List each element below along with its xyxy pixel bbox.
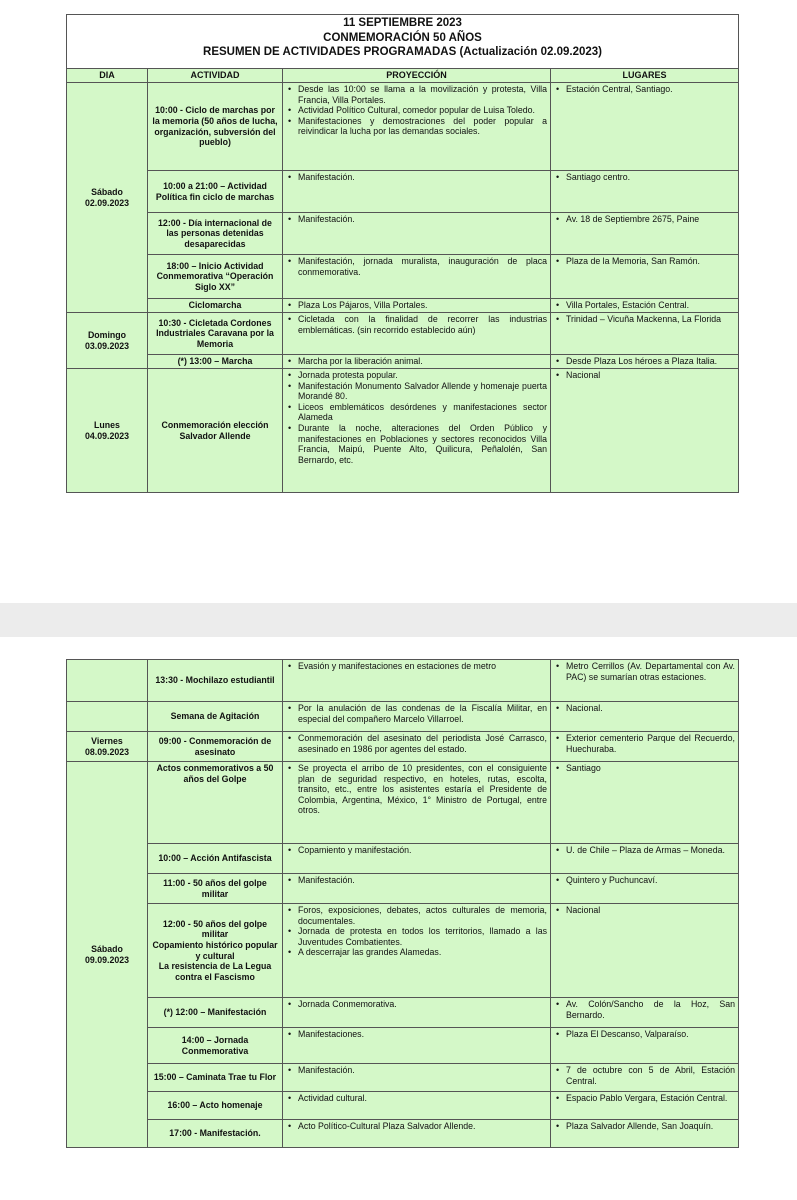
activity-cell: 15:00 – Caminata Trae tu Flor [148, 1064, 283, 1092]
projection-item: • Manifestación. [298, 172, 547, 183]
place-item: • 7 de octubre con 5 de Abril, Estación Central. [566, 1065, 735, 1086]
place-item: • Av. Colón/Sancho de la Hoz, San Bernardo. [566, 999, 735, 1020]
place-cell [551, 171, 739, 213]
table-row [67, 702, 739, 732]
projection-cell [283, 369, 551, 493]
projection-item: • Por la anulación de las condenas de la Fiscalía Militar, en especial del compañero Marcelo Villarroel. [298, 703, 547, 724]
table-row [67, 213, 739, 255]
place-cell [551, 313, 739, 355]
activity-cell: 18:00 – Inicio Actividad Conmemorativa “Operación Siglo XX” [148, 255, 283, 299]
place-item: • Nacional [566, 905, 735, 916]
projection-cell [283, 83, 551, 171]
place-cell [551, 904, 739, 998]
table-row [67, 844, 739, 874]
place-item: • Santiago [566, 763, 735, 774]
activity-cell: 14:00 – Jornada Conmemorativa [148, 1028, 283, 1064]
column-header-lugares: LUGARES [551, 69, 739, 83]
activity-cell: 09:00 - Conmemoración de asesinato [148, 732, 283, 762]
table-row [67, 904, 739, 998]
table-row [67, 255, 739, 299]
table-row [67, 998, 739, 1028]
day-cell-sabado-09: Sábado 09.09.2023 [67, 762, 148, 1148]
projection-cell [283, 660, 551, 702]
activity-cell: 10:00 - Ciclo de marchas por la memoria (50 años de lucha, organización, subversión del pueblo) [148, 83, 283, 171]
table-row [67, 369, 739, 493]
table-row [67, 1028, 739, 1064]
projection-item: • Jornada protesta popular. [298, 370, 547, 381]
place-item: • Quintero y Puchuncaví. [566, 875, 735, 886]
table-row [67, 1092, 739, 1120]
projection-cell [283, 762, 551, 844]
projection-item: • Manifestación. [298, 875, 547, 886]
place-cell [551, 255, 739, 299]
projection-item: • Manifestaciones y demostraciones del poder popular a reivindicar la lucha por las demandas sociales. [298, 116, 547, 137]
column-header-dia: DIA [67, 69, 148, 83]
projection-item: • Marcha por la liberación animal. [298, 356, 547, 367]
page-separator [0, 603, 797, 637]
table-row [67, 762, 739, 844]
projection-item: • Manifestación, jornada muralista, inauguración de placa conmemorativa. [298, 256, 547, 277]
projection-cell [283, 171, 551, 213]
activity-cell: 12:00 - Día internacional de las personas detenidas desaparecidas [148, 213, 283, 255]
title-line-3: RESUMEN DE ACTIVIDADES PROGRAMADAS (Actualización 02.09.2023) [203, 46, 602, 58]
place-item: • U. de Chile – Plaza de Armas – Moneda. [566, 845, 735, 856]
place-cell [551, 299, 739, 313]
table-row [67, 874, 739, 904]
projection-item: • Actividad cultural. [298, 1093, 547, 1104]
place-cell [551, 1120, 739, 1148]
place-cell [551, 369, 739, 493]
place-item: • Exterior cementerio Parque del Recuerdo, Huechuraba. [566, 733, 735, 754]
projection-cell [283, 1092, 551, 1120]
activity-cell: Ciclomarcha [148, 299, 283, 313]
day-cell-sabado-02: Sábado 02.09.2023 [67, 83, 148, 313]
activity-cell: 10:00 – Acción Antifascista [148, 844, 283, 874]
day-cell-empty [67, 660, 148, 702]
title-line-1: 11 SEPTIEMBRE 2023 [343, 17, 462, 29]
place-item: • Av. 18 de Septiembre 2675, Paine [566, 214, 735, 225]
projection-item: • Se proyecta el arribo de 10 presidentes, con el consiguiente plan de seguridad respectivo, en hoteles, rutas, escolta, transito, etc., entre los asistentes estaría el Presidente de Colombia, Argentina, México, 1° Ministro de Portugal, entre otros. [298, 763, 547, 816]
place-item: • Trinidad – Vicuña Mackenna, La Florida [566, 314, 735, 325]
table-row [67, 313, 739, 355]
place-item: • Santiago centro. [566, 172, 735, 183]
projection-cell [283, 998, 551, 1028]
activity-cell: 11:00 - 50 años del golpe militar [148, 874, 283, 904]
activity-cell: Conmemoración elección Salvador Allende [148, 369, 283, 493]
place-cell [551, 732, 739, 762]
place-item: • Nacional [566, 370, 735, 381]
projection-cell [283, 732, 551, 762]
place-cell [551, 998, 739, 1028]
activity-cell: 16:00 – Acto homenaje [148, 1092, 283, 1120]
day-cell-viernes-08: Viernes 08.09.2023 [67, 732, 148, 762]
place-cell [551, 1064, 739, 1092]
place-item: • Metro Cerrillos (Av. Departamental con Av. PAC) se sumarían otras estaciones. [566, 661, 735, 682]
projection-cell [283, 213, 551, 255]
projection-item: • Desde las 10:00 se llama a la movilización y protesta, Villa Francia, Villa Portales. [298, 84, 547, 105]
place-cell [551, 1028, 739, 1064]
title-line-2: CONMEMORACIÓN 50 AÑOS [323, 31, 482, 44]
table-row [67, 171, 739, 213]
place-cell [551, 660, 739, 702]
place-item: • Estación Central, Santiago. [566, 84, 735, 95]
projection-cell [283, 313, 551, 355]
projection-cell [283, 1028, 551, 1064]
activity-cell: 17:00 - Manifestación. [148, 1120, 283, 1148]
place-cell [551, 83, 739, 171]
place-item: • Villa Portales, Estación Central. [566, 300, 735, 311]
place-item: • Desde Plaza Los héroes a Plaza Italia. [566, 356, 735, 367]
column-header-row [67, 69, 739, 83]
place-item: • Plaza Salvador Allende, San Joaquín. [566, 1121, 735, 1132]
day-cell-empty [67, 702, 148, 732]
projection-item: • Jornada Conmemorativa. [298, 999, 547, 1010]
projection-item: • Manifestaciones. [298, 1029, 547, 1040]
table-row [67, 1120, 739, 1148]
projection-item: • Evasión y manifestaciones en estaciones de metro [298, 661, 547, 672]
activity-cell: (*) 13:00 – Marcha [148, 355, 283, 369]
place-cell [551, 355, 739, 369]
place-item: • Espacio Pablo Vergara, Estación Central. [566, 1093, 735, 1104]
projection-cell [283, 255, 551, 299]
activity-cell: Actos conmemorativos a 50 años del Golpe [148, 762, 283, 844]
place-item: • Plaza de la Memoria, San Ramón. [566, 256, 735, 267]
table-row [67, 1064, 739, 1092]
projection-item: • Copamiento y manifestación. [298, 845, 547, 856]
projection-cell [283, 355, 551, 369]
activity-cell: 12:00 - 50 años del golpe militar Copamiento histórico popular y cultural La resistencia de La Legua contra el Fascismo [148, 904, 283, 998]
activity-cell: 10:30 - Cicletada Cordones Industriales Caravana por la Memoria [148, 313, 283, 355]
schedule-table-1 [66, 14, 739, 493]
table-row [67, 299, 739, 313]
place-cell [551, 762, 739, 844]
projection-item: • Liceos emblemáticos desórdenes y manifestaciones sector Alameda [298, 402, 547, 423]
activity-cell: 13:30 - Mochilazo estudiantil [148, 660, 283, 702]
place-cell [551, 702, 739, 732]
projection-item: • A descerrajar las grandes Alamedas. [298, 947, 547, 958]
projection-item: • Plaza Los Pájaros, Villa Portales. [298, 300, 547, 311]
projection-item: • Jornada de protesta en todos los territorios, llamado a las Juventudes Combatientes. [298, 926, 547, 947]
table-row [67, 660, 739, 702]
projection-item: • Manifestación. [298, 1065, 547, 1076]
projection-item: • Conmemoración del asesinato del periodista José Carrasco, asesinado en 1986 por agentes del estado. [298, 733, 547, 754]
day-cell-lunes-04: Lunes 04.09.2023 [67, 369, 148, 493]
projection-cell [283, 874, 551, 904]
projection-item: • Actividad Político Cultural, comedor popular de Luisa Toledo. [298, 105, 547, 116]
activity-cell: Semana de Agitación [148, 702, 283, 732]
place-cell [551, 844, 739, 874]
projection-cell [283, 299, 551, 313]
place-item: • Plaza El Descanso, Valparaíso. [566, 1029, 735, 1040]
table-row [67, 355, 739, 369]
projection-item: • Manifestación. [298, 214, 547, 225]
column-header-actividad: ACTIVIDAD [148, 69, 283, 83]
projection-cell [283, 1120, 551, 1148]
day-cell-domingo-03: Domingo 03.09.2023 [67, 313, 148, 369]
projection-cell [283, 702, 551, 732]
activity-cell: (*) 12:00 – Manifestación [148, 998, 283, 1028]
place-item: • Nacional. [566, 703, 735, 714]
projection-item: • Durante la noche, alteraciones del Orden Público y manifestaciones en Poblaciones y sectores reconocidos Villa Francia, Maipú, Puente Alto, Quilicura, Peñalolén, San Bernardo, etc. [298, 423, 547, 465]
activity-cell: 10:00 a 21:00 – Actividad Política fin ciclo de marchas [148, 171, 283, 213]
document-page-2 [0, 637, 797, 1200]
table-row [67, 732, 739, 762]
projection-cell [283, 844, 551, 874]
projection-cell [283, 904, 551, 998]
projection-cell [283, 1064, 551, 1092]
schedule-table-2 [66, 659, 739, 1148]
projection-item: • Foros, exposiciones, debates, actos culturales de memoria, documentales. [298, 905, 547, 926]
place-cell [551, 1092, 739, 1120]
projection-item: • Cicletada con la finalidad de recorrer las industrias emblemáticas. (sin recorrido establecido aún) [298, 314, 547, 335]
place-cell [551, 874, 739, 904]
column-header-proyeccion: PROYECCIÓN [283, 69, 551, 83]
projection-item: • Acto Político-Cultural Plaza Salvador Allende. [298, 1121, 547, 1132]
document-title [67, 15, 739, 69]
table-row [67, 83, 739, 171]
projection-item: • Manifestación Monumento Salvador Allende y homenaje puerta Morandé 80. [298, 381, 547, 402]
place-cell [551, 213, 739, 255]
